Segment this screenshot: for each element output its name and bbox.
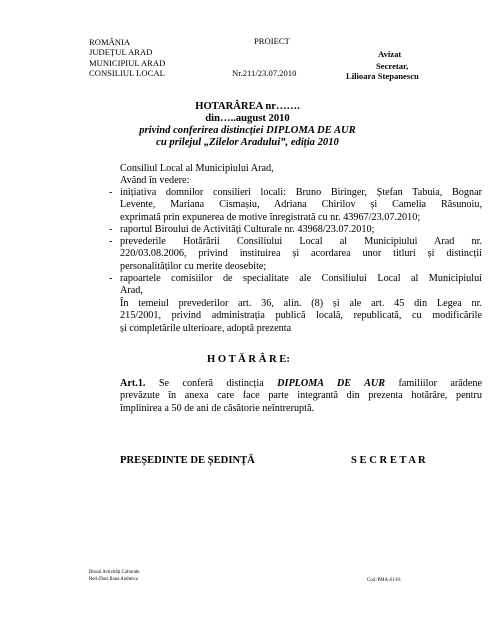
- title-subject: privind conferirea distincției DIPLOMA DE AUR: [139, 125, 356, 136]
- article-text: Se conferă distincția: [145, 378, 278, 389]
- article-1: [120, 378, 482, 415]
- project-label: PROIECT: [254, 36, 290, 46]
- intro-considering: Având în vedere:: [120, 175, 190, 186]
- header-country: ROMÂNIA: [89, 37, 131, 47]
- signature-secretary: S E C R E T A R: [351, 455, 426, 466]
- project-number: Nr.211/23.07.2010: [232, 68, 297, 78]
- title-occasion: cu prilejul „Zilelor Aradului”, ediția 2010: [156, 137, 339, 148]
- item-line: exprimată prin expunerea de motive înregistrată cu nr. 43967/23.07.2010;: [120, 211, 421, 223]
- article-text: familiilor arădene: [385, 378, 482, 389]
- legal-basis: [120, 298, 482, 335]
- footer-code: Cod :PMA-S1-01: [367, 578, 401, 583]
- bullet-dash: -: [109, 236, 113, 247]
- award-name: DIPLOMA DE AUR: [277, 378, 386, 389]
- item-line: 220/03.08.2006, privind instituirea și acordarea unor titluri și distincții: [120, 248, 482, 260]
- considering-item-1: [109, 187, 482, 224]
- bullet-dash: -: [109, 273, 113, 284]
- item-line: rapoartele comisiilor de specialitate ale Consiliului Local al Municipiului: [120, 273, 482, 284]
- footer-editor: Red./Dact.Ilona Andreica: [89, 577, 138, 582]
- legal-line: și completările ulterioare, adoptă prezenta: [120, 322, 292, 334]
- article-line: împlinirea a 50 de ani de căsătorie neîntreruptă.: [120, 402, 315, 414]
- legal-line: 215/2001, privind administrația publică locală, republicată, cu modificările: [120, 310, 482, 322]
- legal-line: În temeiul prevederilor art. 36, alin. (8) și ale art. 45 din Legea nr.: [120, 298, 482, 309]
- bullet-dash: -: [109, 187, 113, 198]
- item-line: personalităților cu merite deosebite;: [120, 260, 267, 272]
- article-line: [120, 378, 482, 390]
- article-line: prevăzute în anexa care face parte integrantă din prezenta hotărâre, pentru: [120, 390, 482, 402]
- considering-item-3: [109, 236, 482, 273]
- secretar-label: Secretar,: [376, 61, 409, 71]
- item-line: Arad,: [120, 285, 143, 297]
- intro-council: Consiliul Local al Municipiului Arad,: [120, 163, 274, 174]
- item-line: Levente, Mariana Cismașiu, Adriana Chirilov și Camelia Răsunoiu,: [120, 199, 482, 211]
- title-date: din…..august 2010: [205, 113, 290, 124]
- header-municipality: MUNICIPIUL ARAD: [89, 58, 166, 68]
- title-decision: HOTARÂREA nr…….: [195, 101, 300, 112]
- signature-president: PREȘEDINTE DE ȘEDINȚĂ: [120, 455, 255, 466]
- item-line: prevederile Hotărârii Consiliului Local al Municipiului Arad nr.: [120, 236, 482, 247]
- secretar-name: Lilioara Stepanescu: [346, 71, 419, 81]
- header-county: JUDEȚUL ARAD: [89, 47, 153, 57]
- avizat-label: Avizat: [378, 49, 402, 59]
- header-council: CONSILIUL LOCAL: [89, 68, 165, 78]
- item-line: inițiativa domnilor consilieri locali: Bruno Biringer, Ștefan Tabuia, Bognar: [120, 187, 482, 198]
- item-line: raportul Biroului de Activități Culturale nr. 43968/23.07.2010;: [120, 224, 375, 235]
- article-label: Art.1.: [120, 378, 146, 389]
- considering-item-4: [109, 273, 482, 298]
- bullet-dash: -: [109, 224, 113, 235]
- footer-office: Biroul Activități Culturale: [89, 570, 140, 575]
- decision-heading: H O T Ă R Â R E:: [207, 354, 290, 365]
- considering-item-2: [109, 224, 375, 236]
